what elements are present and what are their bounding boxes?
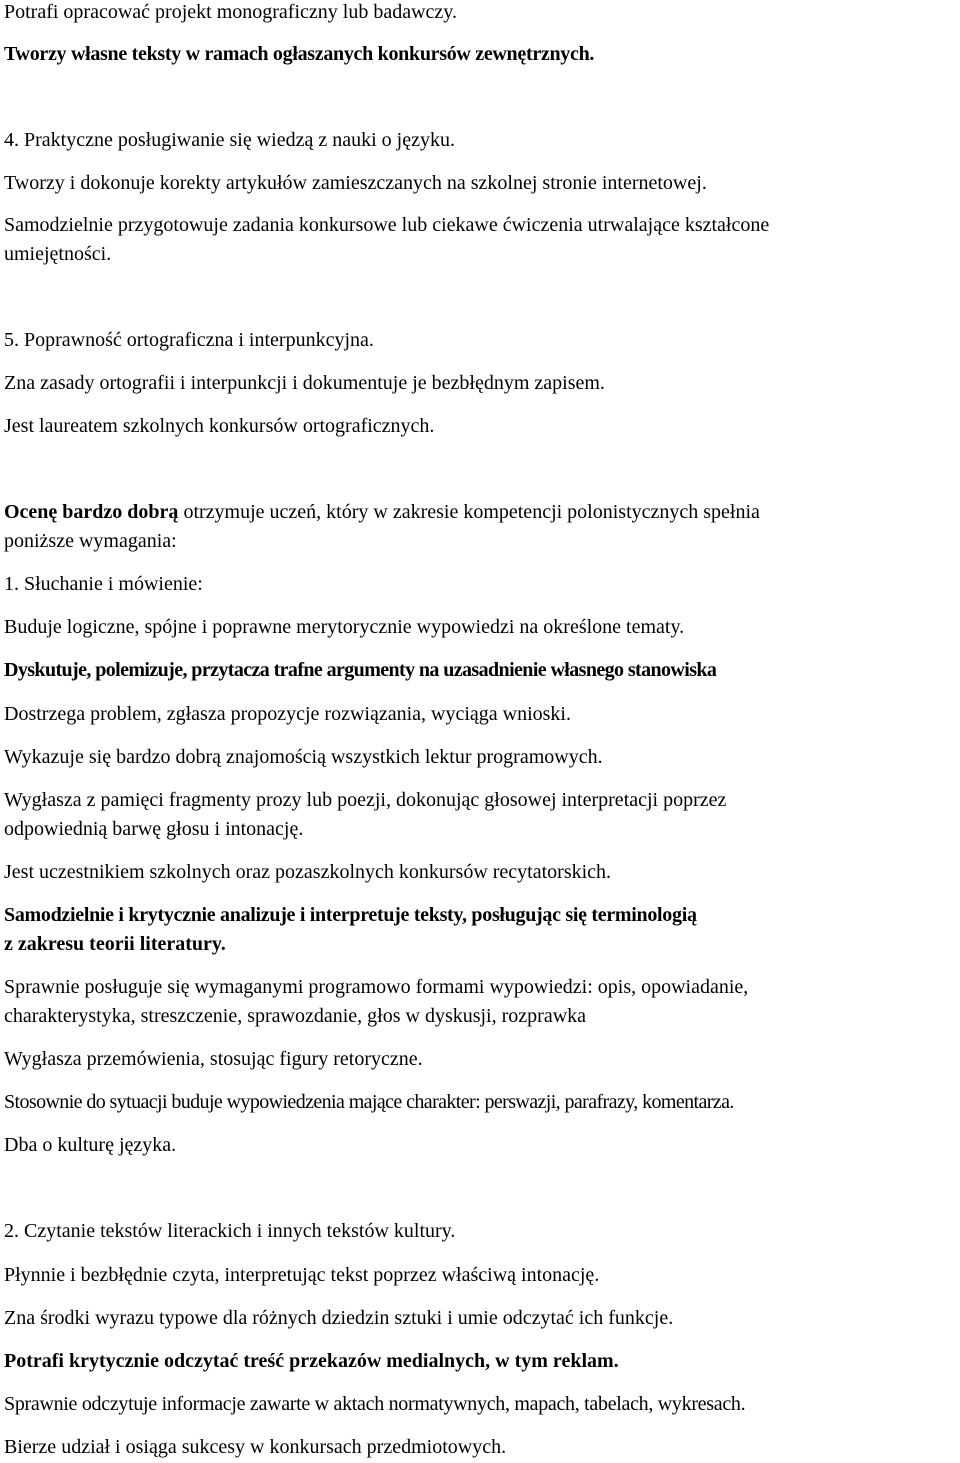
text-line: Jest laureatem szkolnych konkursów ortograficznych.	[4, 415, 435, 437]
text-line: Zna środki wyrazu typowe dla różnych dziedzin sztuki i umie odczytać ich funkcje.	[4, 1307, 674, 1329]
grade-name: Ocenę bardzo dobrą	[4, 501, 179, 523]
text-line: Płynnie i bezbłędnie czyta, interpretując tekst poprzez właściwą intonację.	[4, 1264, 600, 1286]
text-line: Dyskutuje, polemizuje, przytacza trafne argumenty na uzasadnienie własnego stanowiska	[4, 659, 717, 681]
text-line: Potrafi krytycznie odczytać treść przekazów medialnych, w tym reklam.	[4, 1350, 619, 1372]
text-line: z zakresu teorii literatury.	[4, 933, 226, 955]
text-line: charakterystyka, streszczenie, sprawozdanie, głos w dyskusji, rozprawka	[4, 1005, 587, 1027]
text-line: Zna zasady ortografii i interpunkcji i dokumentuje je bezbłędnym zapisem.	[4, 372, 605, 394]
section-heading: 2. Czytanie tekstów literackich i innych tekstów kultury.	[4, 1220, 456, 1242]
text-line: umiejętności.	[4, 243, 112, 265]
text-line: Wygłasza przemówienia, stosując figury retoryczne.	[4, 1048, 423, 1070]
text-line: poniższe wymagania:	[4, 530, 177, 552]
grade-intro-text: otrzymuje uczeń, który w zakresie kompetencji polonistycznych spełnia	[178, 501, 760, 523]
section-heading: 5. Poprawność ortograficzna i interpunkcyjna.	[4, 329, 374, 351]
text-line: odpowiednią barwę głosu i intonację.	[4, 818, 304, 840]
grade-intro	[4, 500, 960, 524]
text-line: Sprawnie odczytuje informacje zawarte w aktach normatywnych, mapach, tabelach, wykresach.	[4, 1393, 746, 1415]
text-line: Wygłasza z pamięci fragmenty prozy lub poezji, dokonując głosowej interpretacji poprzez	[4, 789, 727, 811]
section-heading: 4. Praktyczne posługiwanie się wiedzą z nauki o języku.	[4, 129, 455, 151]
text-line: Wykazuje się bardzo dobrą znajomością wszystkich lektur programowych.	[4, 746, 603, 768]
section-heading: 1. Słuchanie i mówienie:	[4, 573, 203, 595]
text-line: Sprawnie posługuje się wymaganymi programowo formami wypowiedzi: opis, opowiadanie,	[4, 976, 749, 998]
text-line: Dba o kulturę języka.	[4, 1134, 177, 1156]
text-line: Bierze udział i osiąga sukcesy w konkursach przedmiotowych.	[4, 1436, 507, 1458]
text-line: Buduje logiczne, spójne i poprawne merytorycznie wypowiedzi na określone tematy.	[4, 616, 685, 638]
text-line: Dostrzega problem, zgłasza propozycje rozwiązania, wyciąga wnioski.	[4, 703, 571, 725]
text-line: Tworzy i dokonuje korekty artykułów zamieszczanych na szkolnej stronie internetowej.	[4, 172, 707, 194]
text-line: Stosownie do sytuacji buduje wypowiedzenia mające charakter: perswazji, parafrazy, komentarza.	[4, 1091, 734, 1113]
text-line: Jest uczestnikiem szkolnych oraz pozaszkolnych konkursów recytatorskich.	[4, 861, 612, 883]
text-line: Potrafi opracować projekt monograficzny lub badawczy.	[4, 1, 457, 23]
text-line: Tworzy własne teksty w ramach ogłaszanych konkursów zewnętrznych.	[4, 43, 595, 65]
text-line: Samodzielnie i krytycznie analizuje i interpretuje teksty, posługując się terminologią	[4, 904, 697, 926]
text-line: Samodzielnie przygotowuje zadania konkursowe lub ciekawe ćwiczenia utrwalające kształcone	[4, 214, 770, 236]
